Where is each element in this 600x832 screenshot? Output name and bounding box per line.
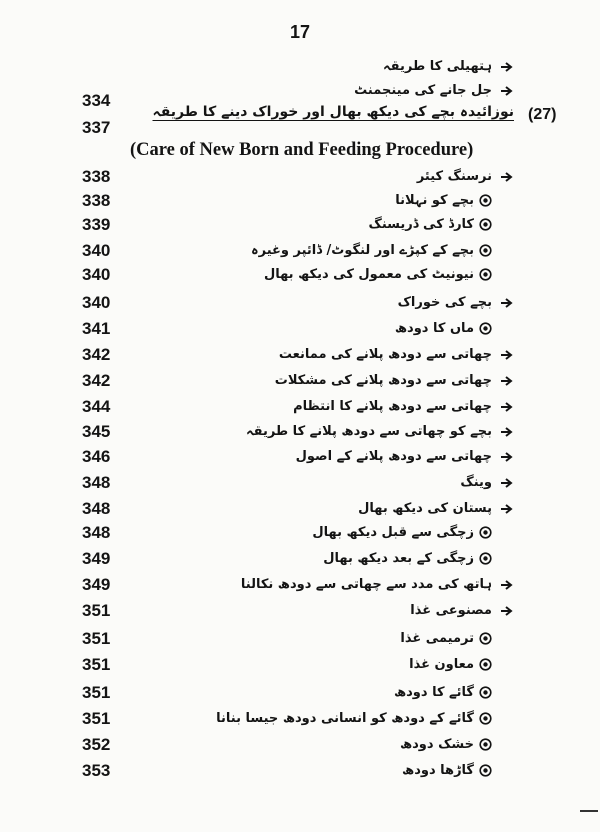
entry-title: زچگی سے قبل دیکھ بھال bbox=[312, 525, 474, 540]
entry-page-number: 338 bbox=[82, 167, 111, 186]
arrow-bullet-icon bbox=[500, 478, 514, 488]
arrow-bullet-icon bbox=[500, 402, 514, 412]
arrow-bullet-icon bbox=[500, 350, 514, 360]
toc-entry bbox=[0, 734, 600, 762]
toc-entry bbox=[0, 264, 600, 292]
toc-entry bbox=[0, 682, 600, 710]
arrow-bullet-icon bbox=[500, 452, 514, 462]
entry-page-number: 349 bbox=[82, 549, 111, 568]
entry-page-number: 342 bbox=[82, 345, 111, 364]
toc-entry bbox=[0, 472, 600, 500]
entry-title: ہتھیلی کا طریقہ bbox=[383, 59, 492, 74]
entry-title: ترمیمی غذا bbox=[400, 631, 474, 646]
circle-dot-bullet-icon bbox=[479, 526, 492, 539]
toc-entry bbox=[0, 370, 600, 398]
entry-title: کارڈ کی ڈریسنگ bbox=[368, 217, 474, 232]
entry-page-number: 351 bbox=[82, 629, 111, 648]
entry-page-number: 334 bbox=[82, 91, 111, 110]
entry-title: چھاتی سے دودھ پلانے کی مشکلات bbox=[274, 373, 492, 388]
entry-title: نرسنگ کیئر bbox=[416, 169, 492, 184]
toc-entry bbox=[0, 628, 600, 656]
chapter-page-number: 337 bbox=[82, 118, 111, 137]
entry-title: وینگ bbox=[460, 475, 492, 490]
toc-entry bbox=[0, 760, 600, 788]
entry-title: ہاتھ کی مدد سے چھاتی سے دودھ نکالنا bbox=[240, 577, 492, 592]
arrow-bullet-icon bbox=[500, 298, 514, 308]
entry-page-number: 348 bbox=[82, 523, 111, 542]
circle-dot-bullet-icon bbox=[479, 322, 492, 335]
entry-title: معاون غذا bbox=[409, 657, 474, 672]
circle-dot-bullet-icon bbox=[479, 632, 492, 645]
entry-title: بچے کی خوراک bbox=[397, 295, 492, 310]
circle-dot-bullet-icon bbox=[479, 712, 492, 725]
entry-page-number: 346 bbox=[82, 447, 111, 466]
circle-dot-bullet-icon bbox=[479, 552, 492, 565]
circle-dot-bullet-icon bbox=[479, 218, 492, 231]
circle-dot-bullet-icon bbox=[479, 244, 492, 257]
entry-page-number: 353 bbox=[82, 761, 111, 780]
circle-dot-bullet-icon bbox=[479, 194, 492, 207]
entry-page-number: 352 bbox=[82, 735, 111, 754]
circle-dot-bullet-icon bbox=[479, 764, 492, 777]
page-number: 17 bbox=[289, 22, 311, 42]
arrow-bullet-icon bbox=[500, 427, 514, 437]
entry-title: بچے کے کپڑے اور لنگوٹ/ ڈائپر وغیرہ bbox=[251, 243, 474, 258]
toc-entry bbox=[0, 574, 600, 602]
entry-page-number: 340 bbox=[82, 241, 111, 260]
circle-dot-bullet-icon bbox=[479, 658, 492, 671]
entry-page-number: 340 bbox=[82, 293, 111, 312]
toc-entry bbox=[0, 446, 600, 474]
entry-page-number: 338 bbox=[82, 191, 111, 210]
circle-dot-bullet-icon bbox=[479, 268, 492, 281]
arrow-bullet-icon bbox=[500, 376, 514, 386]
entry-page-number: 345 bbox=[82, 422, 111, 441]
entry-page-number: 351 bbox=[82, 655, 111, 674]
toc-entry bbox=[0, 214, 600, 242]
entry-title: ماں کا دودھ bbox=[394, 321, 474, 336]
circle-dot-bullet-icon bbox=[479, 686, 492, 699]
toc-entry bbox=[0, 708, 600, 736]
entry-page-number: 351 bbox=[82, 683, 111, 702]
entry-page-number: 348 bbox=[82, 499, 111, 518]
chapter-number: (27) bbox=[528, 106, 557, 123]
chapter-title-urdu: نوزائیدہ بچے کی دیکھ بھال اور خوراک دینے کا طریقہ bbox=[152, 104, 514, 120]
entry-page-number: 339 bbox=[82, 215, 111, 234]
arrow-bullet-icon bbox=[500, 606, 514, 616]
toc-entry bbox=[0, 292, 600, 320]
entry-page-number: 344 bbox=[82, 397, 111, 416]
edge-mark bbox=[580, 810, 598, 814]
entry-page-number: 351 bbox=[82, 709, 111, 728]
toc-entry bbox=[0, 522, 600, 550]
entry-page-number: 349 bbox=[82, 575, 111, 594]
entry-title: جل جانے کی مینجمنٹ bbox=[354, 83, 492, 98]
toc-entry bbox=[0, 548, 600, 576]
toc-entry bbox=[0, 344, 600, 372]
entry-title: چھاتی سے دودھ پلانے کی ممانعت bbox=[278, 347, 492, 362]
entry-page-number: 351 bbox=[82, 601, 111, 620]
toc-entry bbox=[0, 396, 600, 424]
entry-title: زچگی کے بعد دیکھ بھال bbox=[323, 551, 474, 566]
toc-entry bbox=[0, 654, 600, 682]
entry-title: خشک دودھ bbox=[399, 737, 474, 752]
arrow-bullet-icon bbox=[500, 62, 514, 72]
entry-title: بچے کو چھاتی سے دودھ پلانے کا طریقہ bbox=[245, 424, 492, 439]
entry-title: پستان کی دیکھ بھال bbox=[358, 501, 492, 516]
toc-entry bbox=[0, 600, 600, 628]
entry-title: گاڑھا دودھ bbox=[402, 763, 474, 778]
entry-title: گائے کا دودھ bbox=[393, 685, 474, 700]
arrow-bullet-icon bbox=[500, 172, 514, 182]
arrow-bullet-icon bbox=[500, 504, 514, 514]
entry-page-number: 340 bbox=[82, 265, 111, 284]
toc-entry bbox=[0, 318, 600, 346]
entry-page-number: 341 bbox=[82, 319, 111, 338]
entry-title: نیونیٹ کی معمول کی دیکھ بھال bbox=[263, 267, 474, 282]
circle-dot-bullet-icon bbox=[479, 738, 492, 751]
entry-title: چھاتی سے دودھ پلانے کے اصول bbox=[295, 449, 492, 464]
entry-title: مصنوعی غذا bbox=[410, 603, 492, 618]
entry-title: بچے کو نہلانا bbox=[395, 193, 474, 208]
chapter-title-english: (Care of New Born and Feeding Procedure) bbox=[130, 140, 474, 160]
entry-title: چھاتی سے دودھ پلانے کا انتظام bbox=[293, 399, 492, 414]
arrow-bullet-icon bbox=[500, 580, 514, 590]
toc-entry bbox=[0, 421, 600, 449]
entry-title: گائے کے دودھ کو انسانی دودھ جیسا بنانا bbox=[216, 711, 474, 726]
entry-page-number: 342 bbox=[82, 371, 111, 390]
entry-page-number: 348 bbox=[82, 473, 111, 492]
